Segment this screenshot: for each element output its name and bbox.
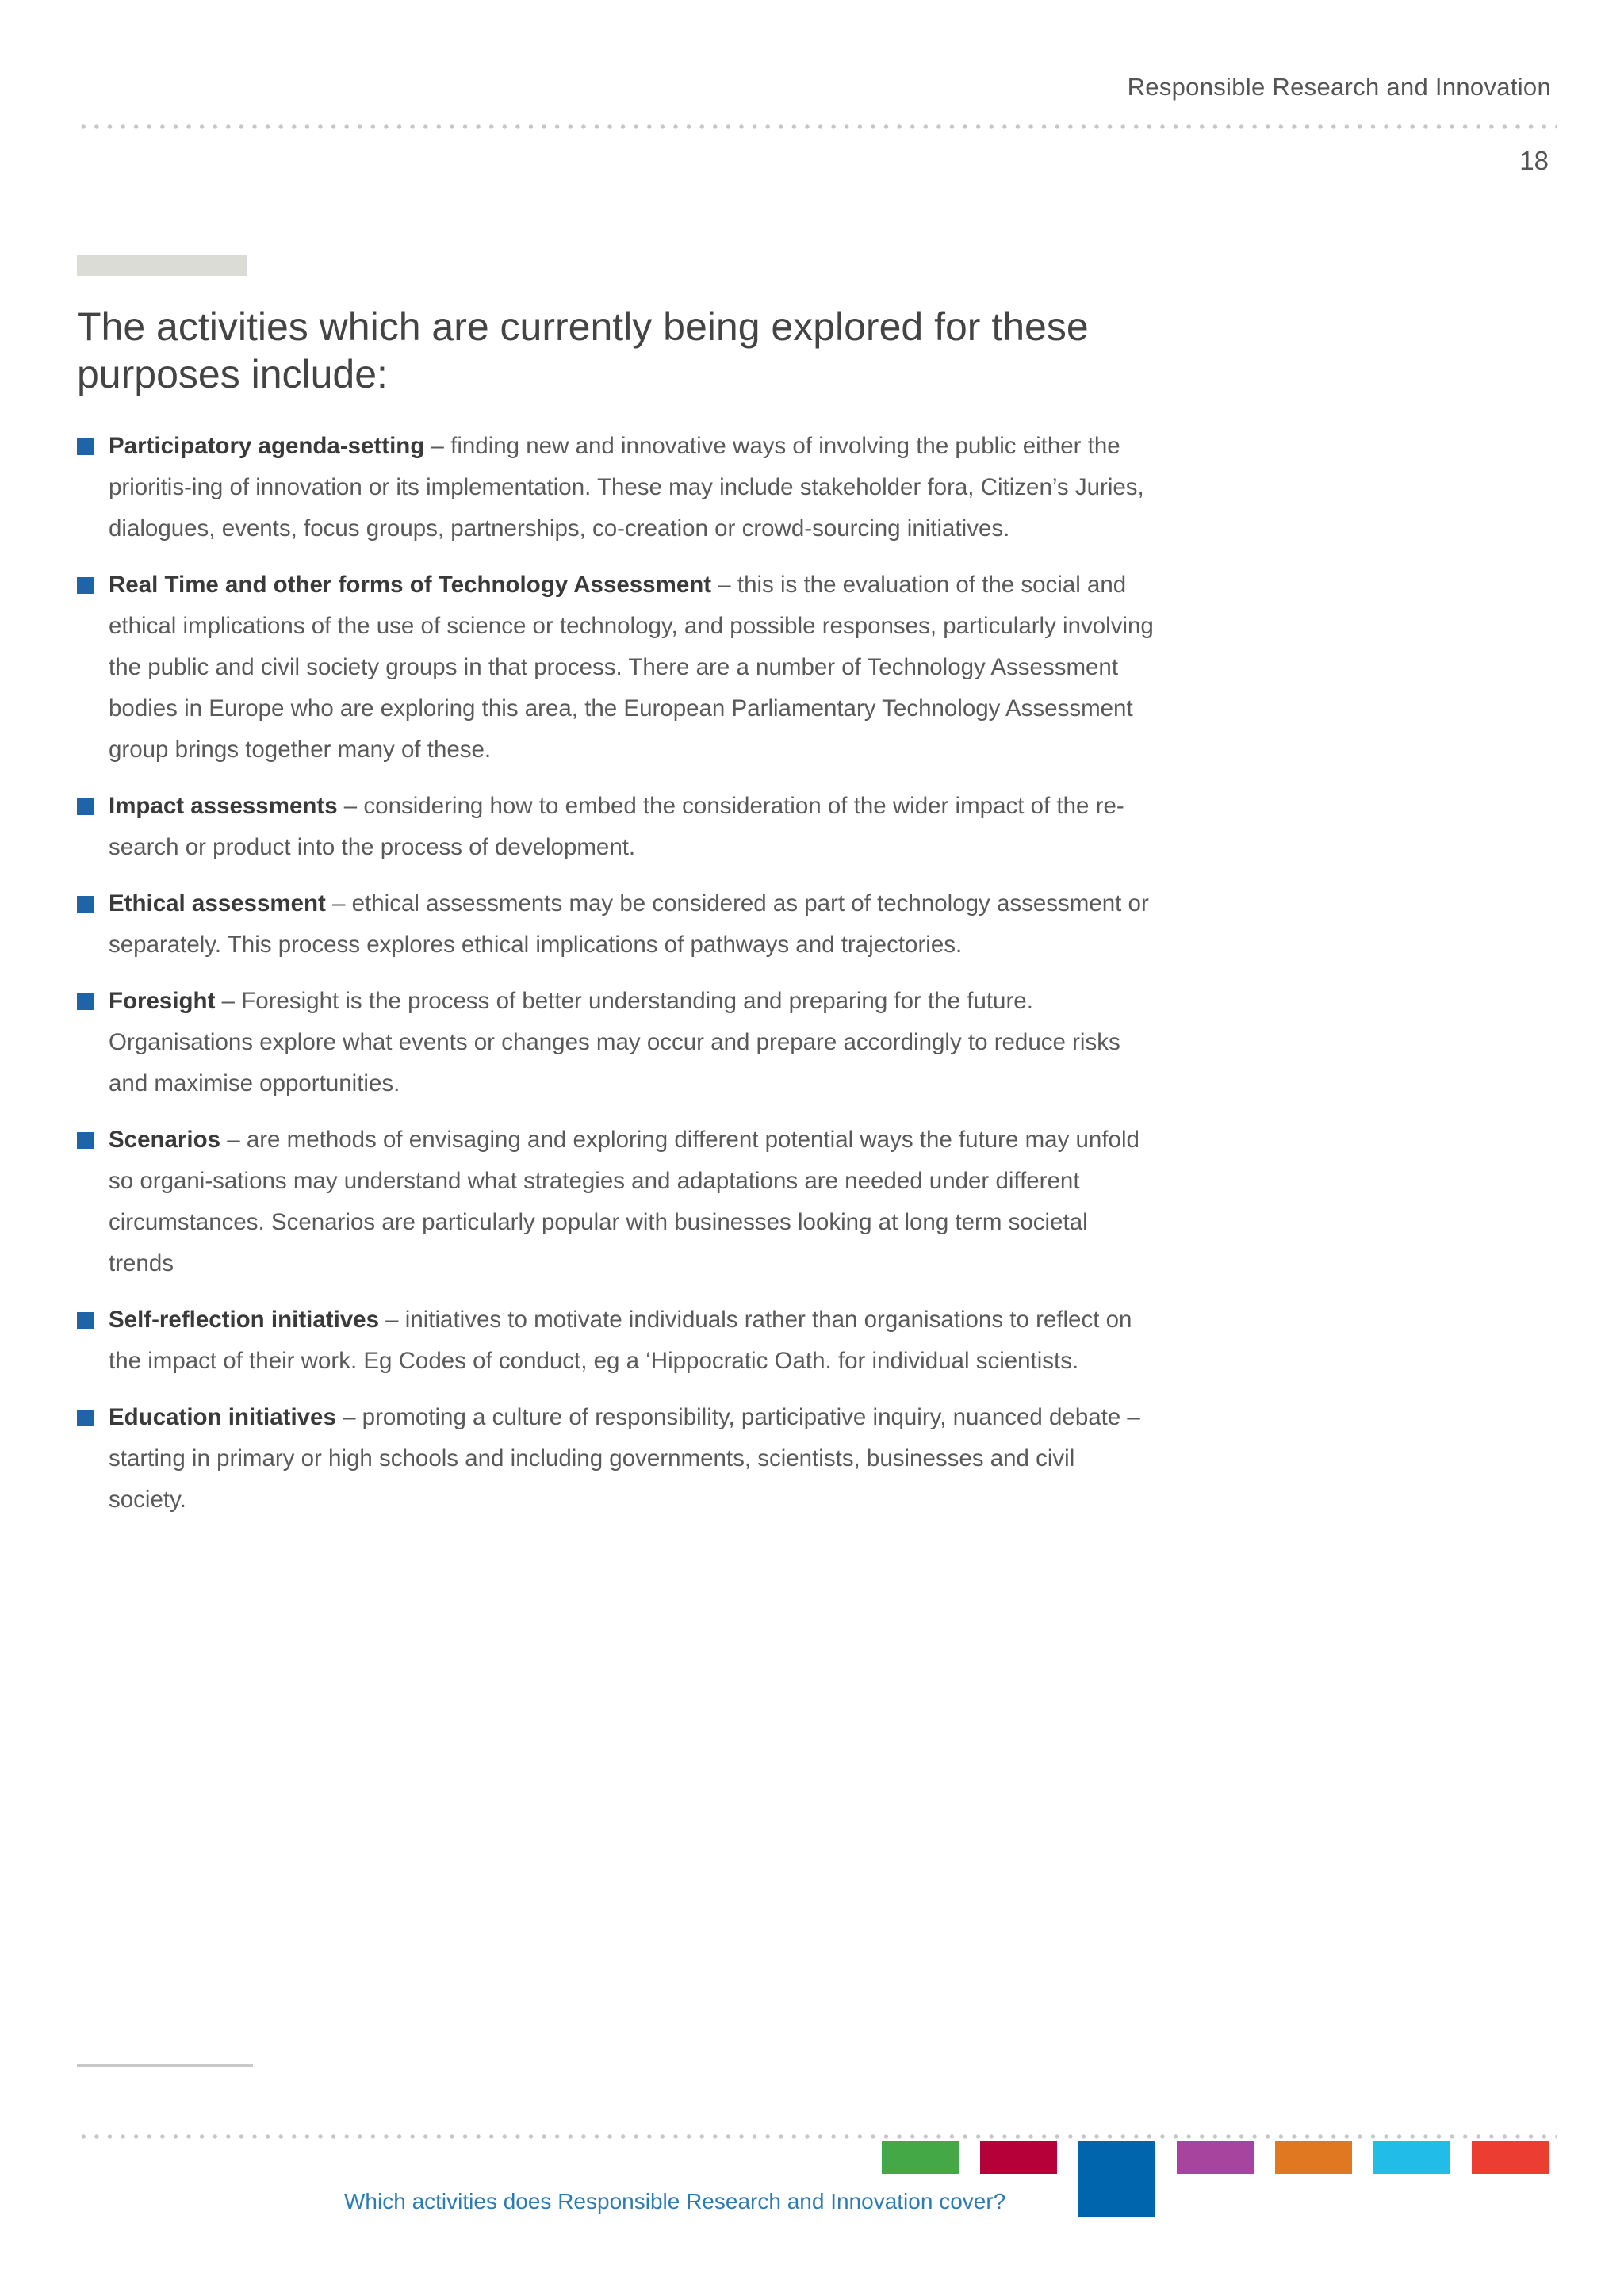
- square-bullet-icon: [77, 896, 94, 913]
- square-bullet-icon: [77, 1312, 94, 1329]
- list-item-term: Scenarios: [109, 1127, 221, 1153]
- list-item-text: – initiatives to motivate individuals rather than organisations to reflect on the impact of their work. Eg Codes of conduct, eg a ‘Hippocratic Oath. for individual scientists.: [109, 1307, 1132, 1374]
- list-item-text: – this is the evaluation of the social and ethical implications of the use of science or technology, and possible responses, particularly involving the public and civil society groups in that process. There are a number of Technology Assessment bodies in Europe who are exploring this area, the European Parliamentary Technology Assessment group brings together many of these.: [109, 572, 1154, 763]
- section-tab-crimson[interactable]: [980, 2141, 1057, 2174]
- list-item-text: – ethical assessments may be considered as part of technology assessment or separately. This process explores ethical implications of pathways and trajectories.: [109, 890, 1149, 958]
- square-bullet-icon: [77, 1132, 94, 1149]
- section-heading: The activities which are currently being explored for these purposes include:: [77, 304, 1089, 396]
- square-bullet-icon: [77, 1410, 94, 1426]
- section-tab-cyan[interactable]: [1373, 2141, 1450, 2174]
- square-bullet-icon: [77, 577, 94, 594]
- list-item-text: – Foresight is the process of better understanding and preparing for the future. Organisations explore what events or changes may occur and prepare accordingly to reduce risks and maximise opportunities.: [109, 988, 1120, 1096]
- list-item-term: Real Time and other forms of Technology Assessment: [109, 572, 712, 598]
- section-tab-blue-active[interactable]: [1078, 2141, 1155, 2217]
- list-item-text: – are methods of envisaging and exploring different potential ways the future may unfold so organi-sations may understand what strategies and adaptations are needed under different circumstances. Scenarios are particularly popular with businesses looking at long term societal trends: [109, 1127, 1139, 1276]
- list-item-term: Education initiatives: [109, 1404, 336, 1430]
- list-item: [77, 426, 1155, 549]
- section-tab-red[interactable]: [1472, 2141, 1549, 2174]
- activities-list: [77, 426, 1155, 1536]
- list-item: [77, 1119, 1155, 1284]
- section-tab-purple[interactable]: [1177, 2141, 1254, 2174]
- list-item-term: Participatory agenda-setting: [109, 433, 425, 459]
- square-bullet-icon: [77, 798, 94, 815]
- running-title: Responsible Research and Innovation: [1127, 73, 1551, 101]
- footnote-rule: [77, 2064, 253, 2067]
- section-tab-orange[interactable]: [1275, 2141, 1352, 2174]
- footer-section-link[interactable]: Which activities does Responsible Research and Innovation cover?: [344, 2189, 1006, 2214]
- header-dotted-rule: [77, 124, 1557, 129]
- section-accent-bar: [77, 255, 247, 276]
- square-bullet-icon: [77, 993, 94, 1010]
- list-item-text: – considering how to embed the consideration of the wider impact of the re-search or product into the process of development.: [109, 793, 1124, 860]
- list-item-term: Foresight: [109, 988, 216, 1014]
- list-item: [77, 1397, 1155, 1521]
- list-item-term: Self-reflection initiatives: [109, 1307, 379, 1333]
- list-item-term: Ethical assessment: [109, 890, 326, 916]
- list-item-term: Impact assessments: [109, 793, 338, 819]
- list-item: [77, 1299, 1155, 1382]
- section-tab-green[interactable]: [882, 2141, 959, 2174]
- list-item: [77, 883, 1155, 966]
- list-item-text: – promoting a culture of responsibility, participative inquiry, nuanced debate – starting in primary or high schools and including governments, scientists, businesses and civil society.: [109, 1404, 1140, 1513]
- page-number: 18: [1519, 146, 1549, 175]
- list-item: [77, 786, 1155, 868]
- list-item: [77, 564, 1155, 771]
- list-item-text: – finding new and innovative ways of involving the public either the prioritis-ing of innovation or its implementation. These may include stakeholder fora, Citizen’s Juries, dialogues, events, focus groups, partnerships, co-creation or crowd-sourcing initiatives.: [109, 433, 1144, 541]
- list-item: [77, 981, 1155, 1104]
- square-bullet-icon: [77, 438, 94, 455]
- footer-dotted-rule: [77, 2134, 1557, 2139]
